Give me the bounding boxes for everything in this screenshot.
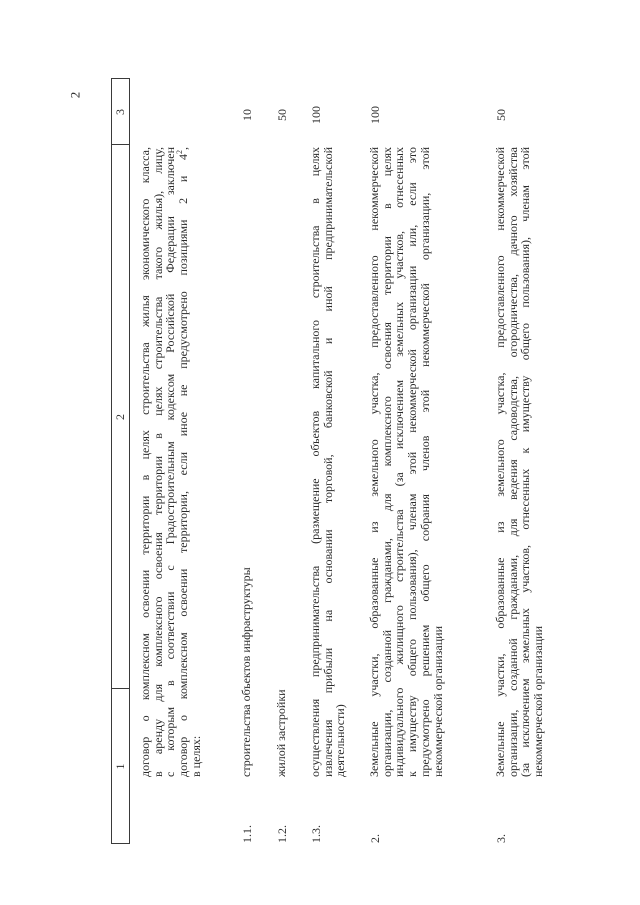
row-text: [368, 147, 444, 777]
row-line: некоммерческой организации: [531, 625, 546, 777]
row-number: 3.: [494, 834, 508, 843]
page-number: 2: [67, 91, 83, 99]
row-value: 10: [240, 109, 254, 121]
row-line: организации, созданной гражданами, для ведения садоводства, огородничества, дачного хозяйства: [505, 147, 520, 777]
row-line: (за исключением земельных участков, отнесенных к имуществу общего пользования), членам этой: [518, 147, 533, 777]
row-text: [309, 147, 347, 777]
row-line: некоммерческой организации: [430, 625, 445, 777]
row-line: Земельные участки, образованные из земельного участка, предоставленного некоммерческой: [493, 147, 507, 777]
header-bottom-border: [129, 79, 130, 844]
header-col-2: 2: [113, 414, 127, 420]
intro-line-3: с которым в соответствии с Градостроительным кодексом Российской Федерации заключен: [163, 147, 178, 777]
row-line: извлечения прибыли на основании торговой, банковской и иной предпринимательской: [320, 147, 335, 777]
row-number: 1.2.: [275, 825, 289, 843]
intro-line-4: [177, 147, 190, 777]
intro-sup: 2: [175, 150, 185, 154]
intro-line-1: договор о комплексном освоении территории в целях строительства жилья экономического класса,: [138, 147, 152, 777]
intro-line-5: в целях:: [188, 735, 203, 777]
row-number: 1.3.: [309, 825, 323, 843]
intro-line-4-text: договор о комплексном освоении территории, если иное не предусмотрено позициями 2 и 4: [176, 154, 191, 777]
row-line: осуществления предпринимательства (размещение объектов капитального строительства в целях: [308, 147, 322, 777]
row-line: индивидуального жилищного строительства (за исключением земельных участков, отнесенных: [392, 147, 407, 777]
header-top-border: [111, 79, 112, 844]
row-value: 100: [309, 106, 323, 124]
row-text: [275, 147, 288, 777]
header-col-1: 1: [113, 763, 127, 770]
row-line: строительства объектов инфраструктуры: [239, 567, 253, 777]
row-value: 100: [368, 106, 382, 124]
row-value: 50: [494, 109, 508, 121]
row-line: деятельности): [333, 704, 348, 777]
row-text: [494, 147, 545, 777]
row-line: Земельные участки, образованные из земельного участка, предоставленного некоммерческой: [367, 147, 381, 777]
intro-line-2: в аренду для комплексного освоения территории в целях строительства такого жилья), лицу,: [150, 147, 165, 777]
row-value: 50: [275, 109, 289, 121]
row-number: 2.: [368, 834, 382, 843]
row-number: 1.1.: [240, 825, 254, 843]
row-line: организации, созданной гражданами, для комплексного освоения территории в целях: [379, 147, 394, 777]
row-line: к имуществу общего пользования), членам этой некоммерческой организации или, если это: [405, 147, 420, 777]
intro-line-4-tail: ,: [176, 147, 191, 150]
row-line: предусмотрено решением общего собрания членов этой некоммерческой организации, этой: [417, 147, 432, 777]
header-col-3: 3: [113, 109, 127, 115]
intro-paragraph: [139, 147, 203, 777]
row-text: [240, 147, 253, 777]
row-line: жилой застройки: [274, 689, 288, 777]
